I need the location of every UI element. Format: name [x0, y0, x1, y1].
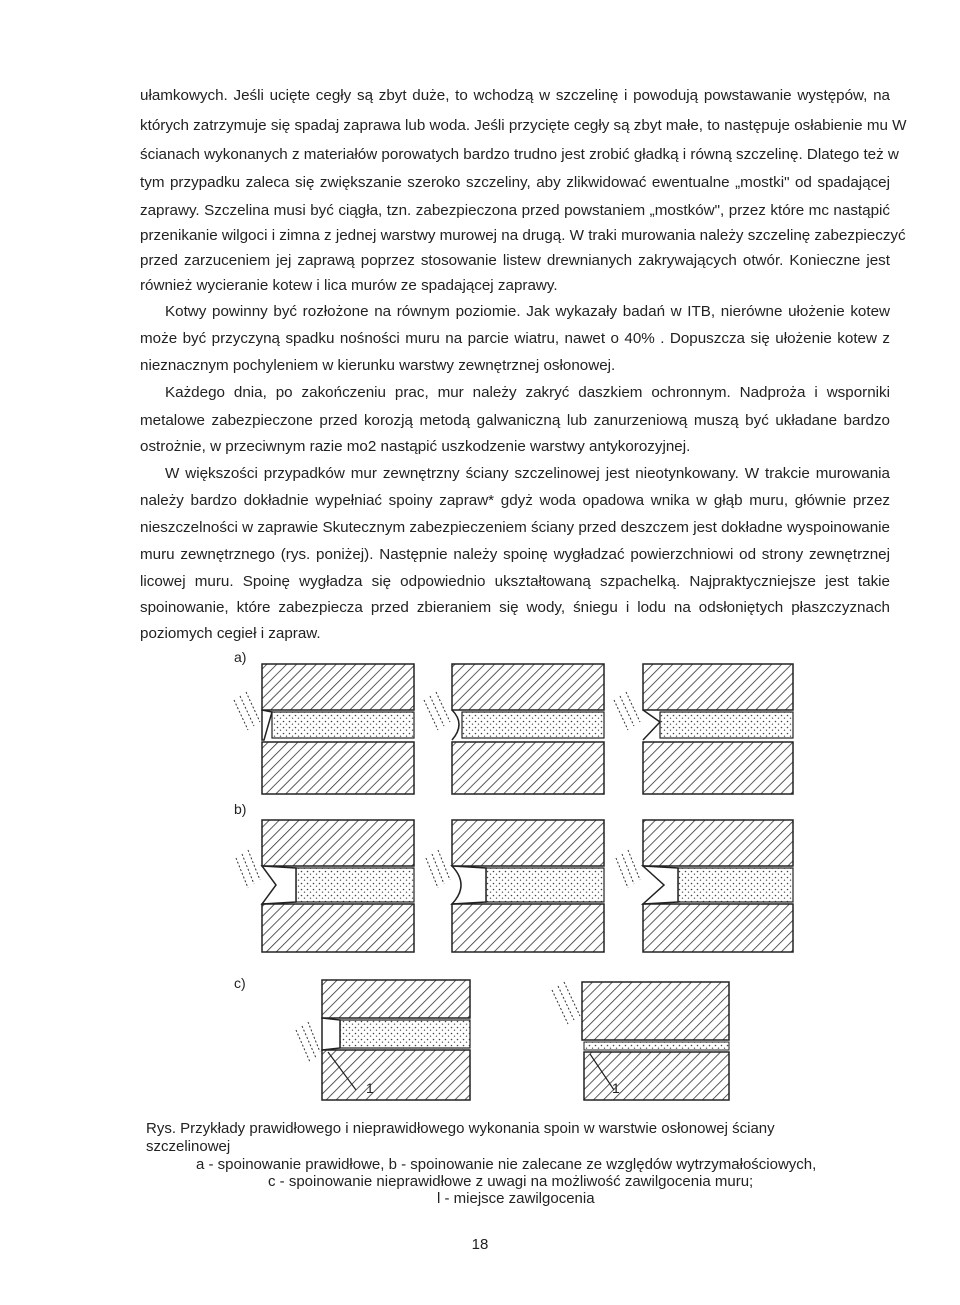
text-line: których zatrzymuje się spadaj zaprawa lub woda. Jeśli przycięte cegły są zbyt małe, to następuje osłabienie mu W [140, 117, 907, 134]
caption-line: a - spoinowanie prawidłowe, b - spoinowanie nie zalecane ze względów wytrzymałościowych, [196, 1156, 817, 1173]
text-line: również wycieranie kotew i lica murów ze spadającej zaprawy. [140, 277, 558, 294]
figure-label-c: c) [234, 975, 246, 991]
text-line: przed zarzuceniem jej zaprawą poprzez stosowanie listew drewnianych zakrywających otwór. Konieczne jest [140, 252, 890, 269]
caption-line: szczelinowej [146, 1138, 231, 1155]
figure-label-b: b) [234, 801, 247, 817]
diagram-a-2 [424, 664, 604, 794]
figure-label-a: a) [234, 649, 247, 665]
diagram-b-3 [616, 820, 793, 952]
diagram-b-2 [426, 820, 604, 952]
diagram-c-1 [296, 980, 470, 1100]
text-line: przenikanie wilgoci i zimna z jednej warstwy murowej na drugą. W traki murowania należy szczelinę zabezpieczyć [140, 227, 906, 244]
diagram-b-1 [236, 820, 414, 952]
caption-line: l - miejsce zawilgocenia [437, 1190, 595, 1207]
diagram-a-1 [234, 664, 414, 794]
text-line: spoinowanie, które zabezpiecza przed zbieraniem się wody, śniegu i lodu na odsłoniętych płaszczyznach [140, 599, 890, 616]
diagram-a-3 [614, 664, 793, 794]
text-line: nieznacznym pochyleniem w kierunku warstwy zewnętrznej osłonowej. [140, 357, 616, 374]
text-line: metalowe zabezpieczone przed korozją metodą galwaniczną lub zanurzeniową muszą być układane bardzo [140, 412, 890, 429]
text-line: muru zewnętrznego (rys. poniżej). Następnie należy spoinę wygładzać powierzchniowi od strony zewnętrznej [140, 546, 890, 563]
text-line: ścianach wykonanych z materiałów porowatych bardzo trudno jest zrobić gładką i równą szczelinę. Dlatego też w [140, 146, 899, 163]
marker-label: 1 [612, 1080, 620, 1096]
text-line: tym przypadku zaleca się zwiększanie szeroko szczeliny, aby zlikwidować ewentualne „mostki" od spadającej [140, 174, 890, 191]
text-line: Każdego dnia, po zakończeniu prac, mur należy zakryć daszkiem ochronnym. Nadproża i wsporniki [165, 384, 890, 401]
text-line: Kotwy powinny być rozłożone na równym poziomie. Jak wykazały badań w ITB, nierówne ułożenie kotew [165, 303, 890, 320]
caption-line: Rys. Przykłady prawidłowego i nieprawidłowego wykonania spoin w warstwie osłonowej ściany [146, 1120, 775, 1137]
text-line: może być przyczyną spadku nośności muru na parcie wiatru, nawet o 40% . Dopuszcza się ułożenie kotew z [140, 330, 890, 347]
text-line: nieszczelności w zaprawie Skutecznym zabezpieczeniem ściany przed deszczem jest dokładne wyspoinowanie [140, 519, 890, 536]
diagram-c-2 [552, 982, 729, 1100]
text-line: ułamkowych. Jeśli ucięte cegły są zbyt duże, to wchodzą w szczelinę i powodują powstawanie występów, na [140, 87, 890, 104]
text-line: należy bardzo dokładnie wypełniać spoiny zapraw* gdyż woda opadowa wnika w głąb muru, głównie przez [140, 492, 890, 509]
text-line: zaprawy. Szczelina musi być ciągła, tzn. zabezpieczona przed powstaniem „mostków", przez które mc nastąpić [140, 202, 890, 219]
text-line: ostrożnie, w przeciwnym razie mo2 nastąpić uszkodzenie warstwy antykorozyjnej. [140, 438, 691, 455]
text-line: licowej muru. Spoinę wygładza się odpowiednio ukształtowaną szpachelką. Najpraktyczniejsze jest takie [140, 573, 890, 590]
marker-label: 1 [366, 1080, 374, 1096]
caption-line: c - spoinowanie nieprawidłowe z uwagi na możliwość zawilgocenia muru; [268, 1173, 754, 1190]
text-line: W większości przypadków mur zewnętrzny ściany szczelinowej jest nieotynkowany. W trakcie murowania [165, 465, 890, 482]
page-number: 18 [471, 1236, 489, 1253]
text-line: poziomych cegieł i zapraw. [140, 625, 321, 642]
